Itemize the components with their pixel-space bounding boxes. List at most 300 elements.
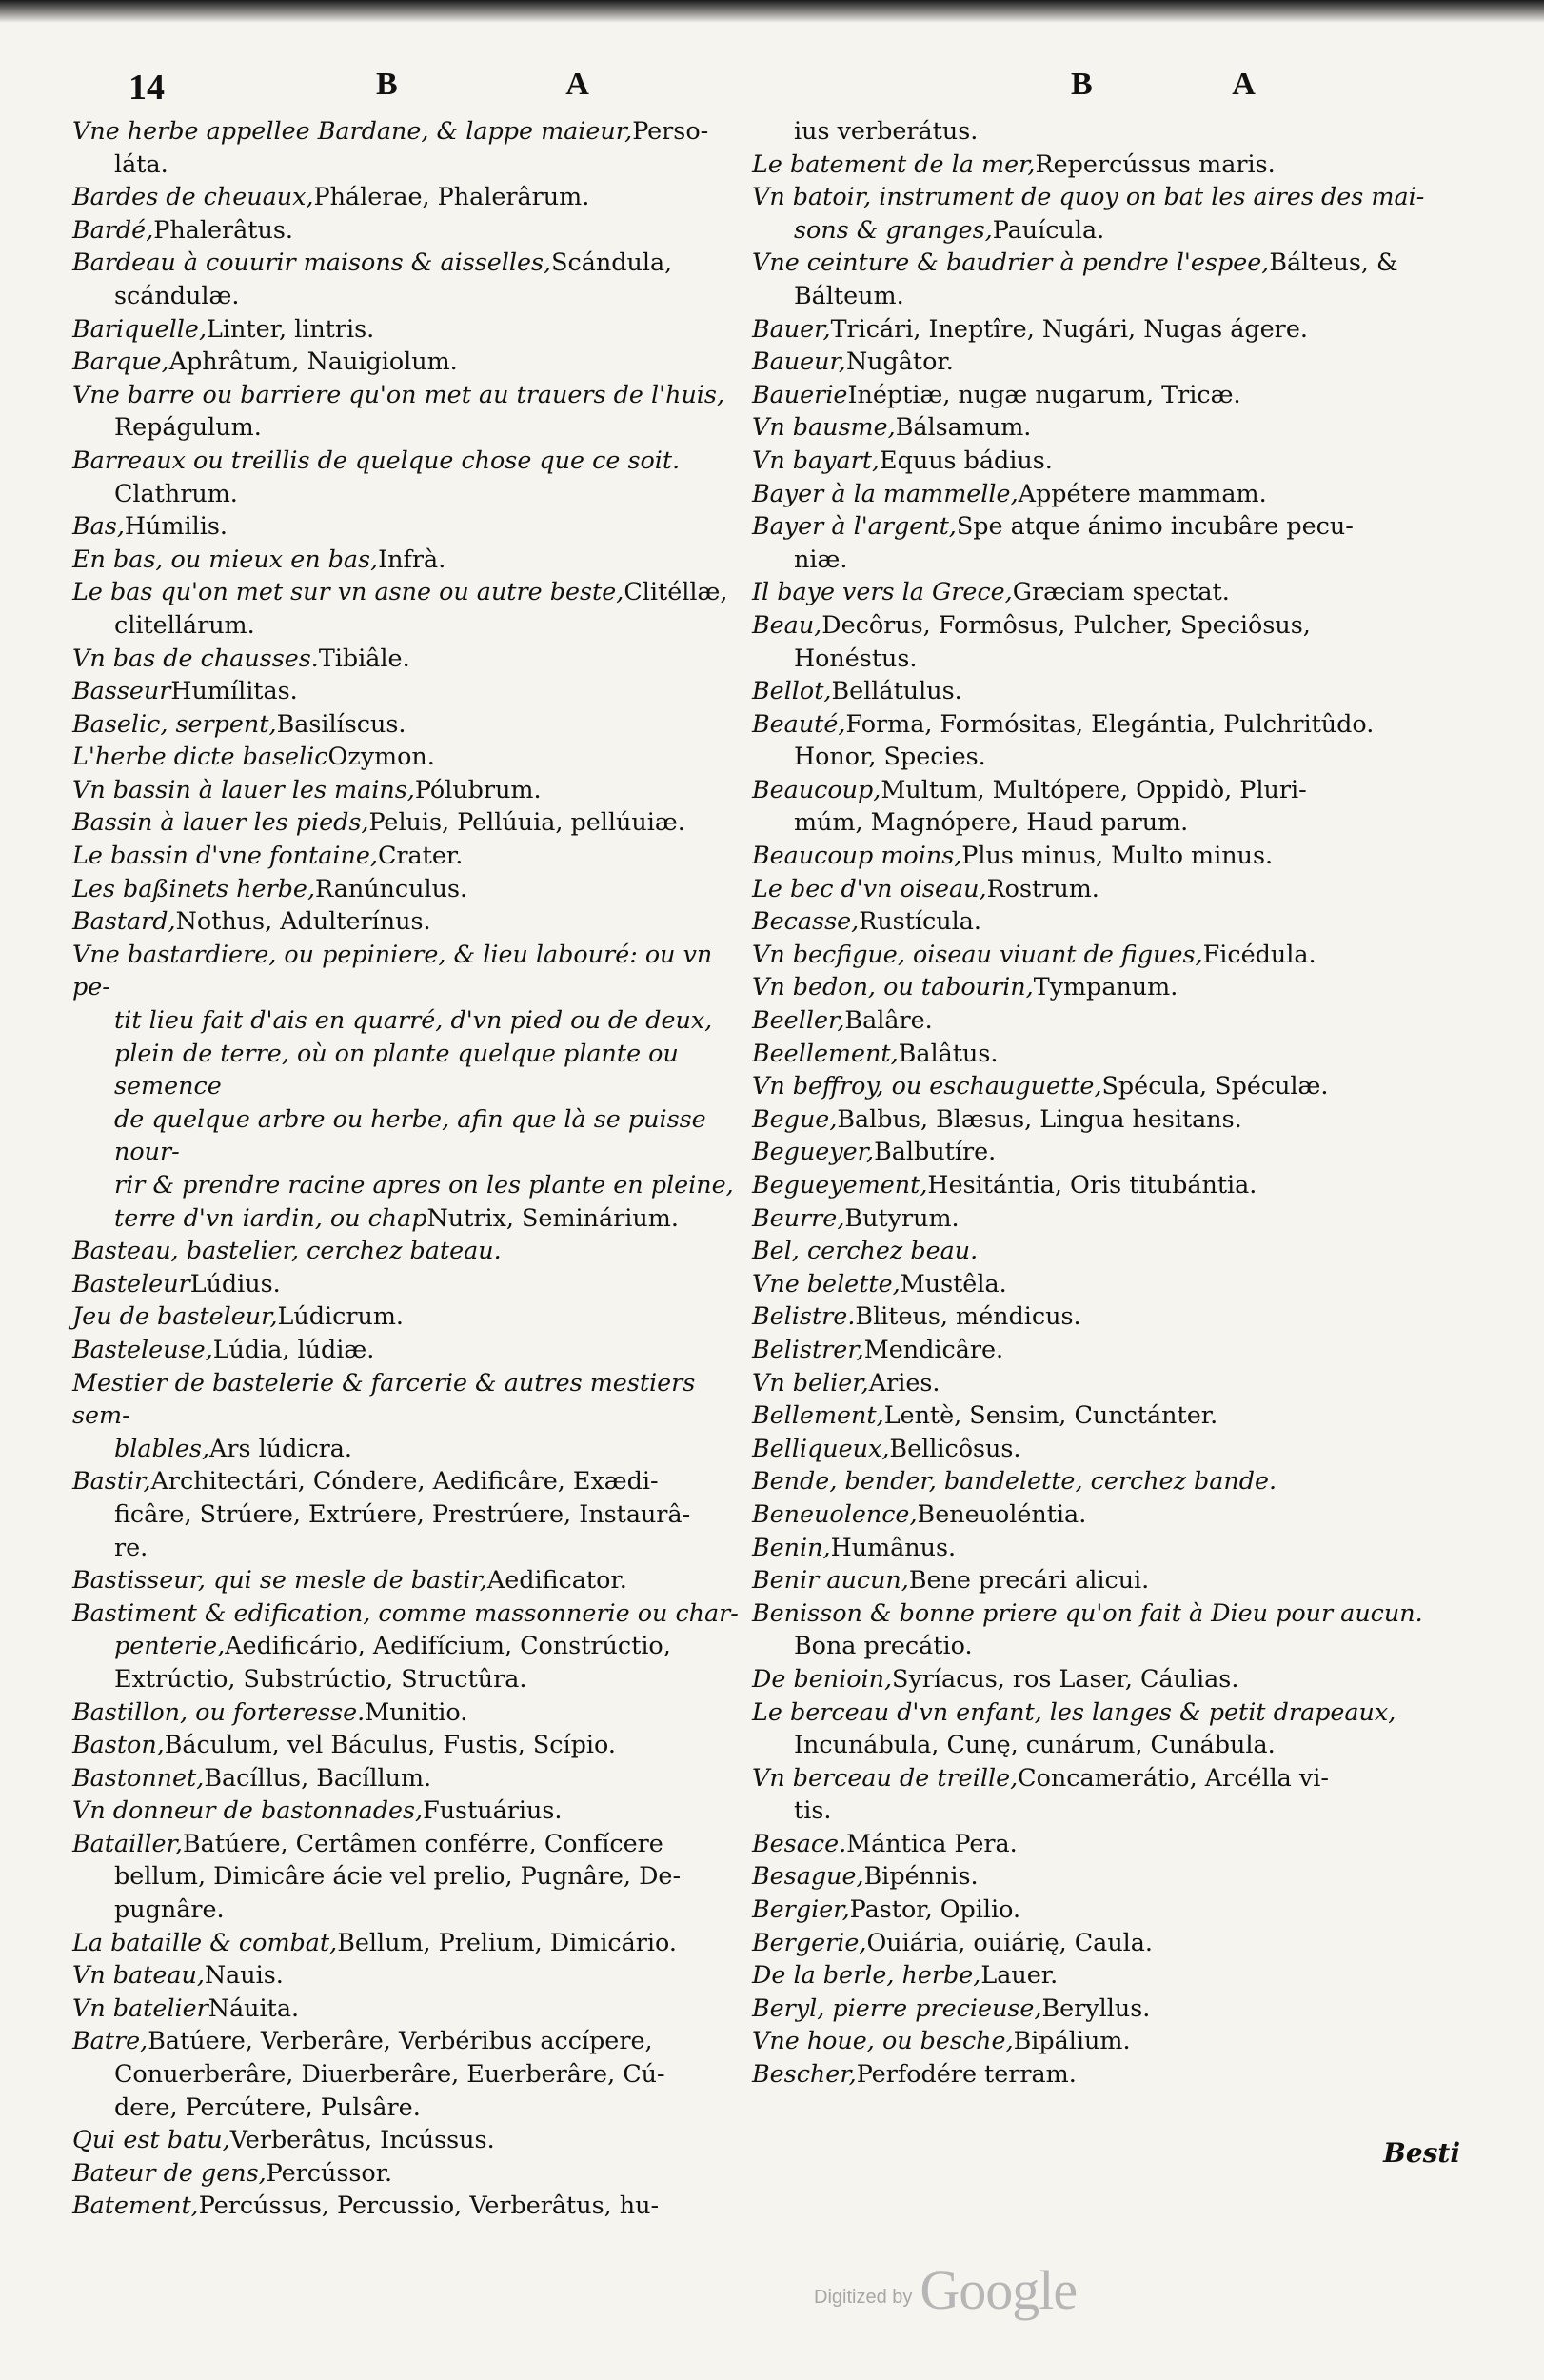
- dictionary-entry: [72, 2057, 756, 2091]
- entry-french-term: Beauté,: [752, 708, 846, 738]
- entry-french-term: Bellot,: [752, 676, 832, 705]
- entry-latin-gloss: láta.: [114, 149, 168, 178]
- catchword: Besti: [1383, 2137, 1460, 2169]
- entry-latin-gloss: Bipénnis.: [863, 1861, 979, 1891]
- dictionary-entry: [72, 1003, 756, 1037]
- entry-latin-gloss: Húmilis.: [124, 511, 228, 541]
- entry-latin-gloss: Percússor.: [266, 2157, 393, 2187]
- entry-latin-gloss: Bálsamum.: [895, 412, 1032, 442]
- entry-latin-gloss: Repágulum.: [114, 412, 262, 442]
- entry-french-term: Basteau, bastelier, cerchez bateau.: [72, 1236, 502, 1265]
- entry-latin-gloss: Batúere, Certâmen conférre, Confícere: [182, 1828, 663, 1857]
- dictionary-entry: [752, 1859, 1447, 1893]
- entry-latin-gloss: Balbutíre.: [874, 1137, 997, 1166]
- dictionary-entry: [752, 970, 1447, 1003]
- entry-latin-gloss: Spe atque ánimo incubâre pecu-: [956, 511, 1354, 541]
- entry-latin-gloss: Aedificário, Aedifícium, Constrúctio,: [225, 1631, 671, 1660]
- entry-latin-gloss: Nutrix, Seminárium.: [426, 1202, 679, 1232]
- entry-french-term: Beeller,: [752, 1005, 845, 1035]
- entry-french-term: Beellement,: [752, 1038, 899, 1067]
- dictionary-entry: [752, 312, 1447, 346]
- entry-french-term: Benir aucun,: [752, 1565, 909, 1595]
- entry-french-term: Bariquelle,: [72, 313, 208, 343]
- entry-latin-gloss: Báculum, vel Báculus, Fustis, Scípio.: [164, 1730, 616, 1759]
- entry-french-term: Bellement,: [752, 1400, 884, 1430]
- left-column: [72, 114, 756, 2222]
- entry-latin-gloss: Syríacus, ros Laser, Cáulias.: [892, 1663, 1239, 1693]
- dictionary-entry: [72, 345, 756, 378]
- dictionary-entry: [72, 2024, 756, 2057]
- dictionary-entry: [752, 1168, 1447, 1201]
- dictionary-entry: [752, 1398, 1447, 1432]
- dictionary-entry: [72, 543, 756, 576]
- entry-french-term: Le bec d'vn oiseau,: [752, 873, 987, 902]
- entry-latin-gloss: Bálteum.: [794, 280, 904, 309]
- dictionary-entry: [752, 1267, 1447, 1300]
- entry-french-term: Bauer,: [752, 313, 831, 343]
- dictionary-entry: [72, 1563, 756, 1597]
- entry-french-term: Mestier de bastelerie & farcerie & autres mestiers sem-: [72, 1367, 696, 1430]
- dictionary-entry: [72, 904, 756, 938]
- entry-latin-gloss: Lúdia, lúdiæ.: [212, 1334, 375, 1363]
- entry-french-term: Batre,: [72, 2026, 148, 2055]
- dictionary-entry: [72, 1201, 756, 1235]
- entry-french-term: Bastir,: [72, 1466, 151, 1496]
- entry-latin-gloss: niæ.: [794, 544, 848, 573]
- entry-latin-gloss: Ouiária, ouiárię, Caula.: [866, 1927, 1154, 1956]
- dictionary-entry: [72, 1926, 756, 1959]
- entry-french-term: Basteleuse,: [72, 1334, 213, 1363]
- dictionary-entry: [752, 575, 1447, 608]
- entry-latin-gloss: Inéptiæ, nugæ nugarum, Tricæ.: [847, 379, 1241, 408]
- entry-french-term: Bardes de cheuaux,: [72, 182, 314, 211]
- dictionary-entry: [72, 1333, 756, 1366]
- entry-french-term: blables,: [114, 1433, 210, 1462]
- entry-latin-gloss: Butyrum.: [844, 1202, 960, 1232]
- entry-latin-gloss: Ars lúdicra.: [209, 1433, 353, 1462]
- dictionary-entry: [72, 674, 756, 707]
- entry-latin-gloss: Extrúctio, Substrúctio, Structûra.: [114, 1663, 527, 1693]
- entry-french-term: Bauerie: [752, 379, 848, 408]
- dictionary-entry: [752, 1497, 1447, 1531]
- entry-french-term: Belistre.: [752, 1301, 856, 1331]
- dictionary-entry: [752, 1069, 1447, 1102]
- entry-french-term: Besace.: [752, 1828, 847, 1857]
- entry-french-term: Baselic, serpent,: [72, 708, 277, 738]
- dictionary-entry: [752, 805, 1447, 839]
- entry-french-term: Benin,: [752, 1532, 831, 1561]
- entry-french-term: De benioin,: [752, 1663, 893, 1693]
- entry-latin-gloss: Multum, Multópere, Oppidò, Pluri-: [881, 774, 1307, 803]
- dictionary-entry: [72, 114, 756, 148]
- entry-latin-gloss: Bipálium.: [1013, 2026, 1131, 2055]
- entry-french-term: Bergier,: [752, 1894, 850, 1924]
- dictionary-entry: [752, 839, 1447, 872]
- dictionary-entry: [72, 938, 756, 1003]
- dictionary-entry: [72, 1366, 756, 1432]
- entry-french-term: Baston,: [72, 1730, 165, 1759]
- entry-latin-gloss: re.: [114, 1532, 148, 1561]
- entry-french-term: Bastard,: [72, 906, 176, 936]
- dictionary-entry: [72, 312, 756, 346]
- entry-latin-gloss: Rostrum.: [986, 873, 1099, 902]
- dictionary-entry: [72, 1696, 756, 1729]
- dictionary-entry: [752, 1299, 1447, 1333]
- dictionary-entry: [72, 575, 756, 608]
- dictionary-entry: [72, 1728, 756, 1761]
- dictionary-entry: [752, 477, 1447, 510]
- entry-latin-gloss: Aries.: [868, 1367, 940, 1397]
- entry-french-term: rir & prendre racine apres on les plante en pleine,: [114, 1170, 734, 1199]
- entry-latin-gloss: Spécula, Spéculæ.: [1101, 1071, 1329, 1101]
- dictionary-entry: [752, 543, 1447, 576]
- entry-french-term: Vne houe, ou besche,: [752, 2026, 1014, 2055]
- digitization-footer: [814, 2259, 1157, 2321]
- entry-french-term: Le bassin d'vne fontaine,: [72, 841, 378, 870]
- dictionary-entry: [752, 378, 1447, 411]
- left-running-head: B A: [376, 67, 670, 102]
- entry-latin-gloss: bellum, Dimicâre ácie vel prelio, Pugnâre, De-: [114, 1861, 682, 1891]
- dictionary-entry: [72, 608, 756, 642]
- entry-latin-gloss: Clathrum.: [114, 478, 238, 507]
- dictionary-entry: [752, 148, 1447, 181]
- dictionary-entry: [72, 1497, 756, 1531]
- dictionary-entry: [752, 773, 1447, 806]
- entry-latin-gloss: Percússus, Percussio, Verberâtus, hu-: [198, 2191, 660, 2220]
- entry-french-term: Bastiment & edification, comme massonnerie ou char-: [72, 1597, 739, 1627]
- entry-latin-gloss: Conuerberâre, Diuerberâre, Euerberâre, Cú-: [114, 2059, 665, 2089]
- entry-french-term: Jeu de basteleur,: [72, 1301, 278, 1331]
- dictionary-entry: [72, 1597, 756, 1630]
- dictionary-entry: [752, 938, 1447, 971]
- dictionary-entry: [752, 1728, 1447, 1761]
- dictionary-entry: [752, 213, 1447, 247]
- entry-latin-gloss: Rustícula.: [859, 906, 981, 936]
- dictionary-entry: [752, 1761, 1447, 1795]
- entry-french-term: Bescher,: [752, 2059, 857, 2089]
- entry-latin-gloss: Lentè, Sensim, Cunctánter.: [883, 1400, 1218, 1430]
- dictionary-entry: [72, 477, 756, 510]
- dictionary-entry: [72, 1168, 756, 1201]
- entry-french-term: Beurre,: [752, 1202, 845, 1232]
- entry-latin-gloss: ficâre, Strúere, Extrúere, Prestrúere, Instaurâ-: [114, 1498, 691, 1528]
- dictionary-entry: [72, 279, 756, 312]
- entry-french-term: Bel, cerchez beau.: [752, 1236, 979, 1265]
- entry-french-term: Vne belette,: [752, 1268, 901, 1298]
- dictionary-entry: [752, 444, 1447, 477]
- entry-french-term: Baueur,: [752, 347, 846, 376]
- entry-latin-gloss: Phalerâtus.: [153, 214, 293, 244]
- entry-latin-gloss: Humílitas.: [170, 676, 298, 705]
- dictionary-entry: [752, 345, 1447, 378]
- dictionary-entry: [752, 1102, 1447, 1136]
- entry-latin-gloss: Lauer.: [980, 1960, 1059, 1990]
- entry-french-term: Besague,: [752, 1861, 864, 1891]
- entry-french-term: Vn batelier: [72, 1993, 208, 2022]
- dictionary-entry: [752, 740, 1447, 773]
- dictionary-entry: [752, 707, 1447, 741]
- entry-latin-gloss: tis.: [794, 1795, 832, 1825]
- dictionary-entry: [752, 2057, 1447, 2091]
- dictionary-entry: [752, 1464, 1447, 1497]
- entry-latin-gloss: Scándula,: [551, 248, 673, 277]
- entry-latin-gloss: Bacíllus, Bacíllum.: [204, 1762, 432, 1792]
- dictionary-entry: [752, 1003, 1447, 1037]
- dictionary-entry: [752, 642, 1447, 675]
- digitized-label: Digitized by: [814, 2287, 913, 2308]
- entry-french-term: Begue,: [752, 1103, 838, 1133]
- entry-french-term: Belistrer,: [752, 1334, 864, 1363]
- entry-french-term: Becasse,: [752, 906, 860, 936]
- dictionary-entry: [72, 2189, 756, 2222]
- dictionary-entry: [72, 1761, 756, 1795]
- entry-french-term: Vn bedon, ou tabourin,: [752, 972, 1034, 1002]
- dictionary-entry: [752, 674, 1447, 707]
- entry-latin-gloss: scándulæ.: [114, 280, 240, 309]
- right-column: [752, 114, 1447, 2091]
- entry-latin-gloss: Fustuárius.: [423, 1795, 563, 1825]
- dictionary-entry: [72, 1464, 756, 1497]
- entry-latin-gloss: Balâtus.: [898, 1038, 999, 1067]
- dictionary-entry: [72, 805, 756, 839]
- dictionary-entry: [752, 509, 1447, 543]
- entry-latin-gloss: dere, Percútere, Pulsâre.: [114, 2092, 421, 2121]
- dictionary-entry: [752, 1432, 1447, 1465]
- dictionary-entry: [752, 1958, 1447, 1992]
- entry-latin-gloss: Crater.: [377, 841, 464, 870]
- entry-latin-gloss: Bellicôsus.: [889, 1433, 1021, 1462]
- dictionary-entry: [752, 1234, 1447, 1267]
- entry-french-term: Vne herbe appellee Bardane, & lappe maieur,: [72, 116, 633, 145]
- entry-french-term: Vn batoir, instrument de quoy on bat les aires des mai-: [752, 182, 1425, 211]
- dictionary-entry: [72, 2156, 756, 2190]
- dictionary-entry: [72, 1662, 756, 1696]
- entry-french-term: Begueyer,: [752, 1137, 875, 1166]
- entry-french-term: L'herbe dicte baselic: [72, 742, 328, 771]
- entry-french-term: Beaucoup,: [752, 774, 881, 803]
- dictionary-entry: [752, 872, 1447, 905]
- dictionary-entry: [752, 180, 1447, 213]
- entry-french-term: Bayer à l'argent,: [752, 511, 957, 541]
- dictionary-entry: [752, 246, 1447, 279]
- entry-latin-gloss: Phálerae, Phalerârum.: [313, 182, 590, 211]
- entry-french-term: Vn bausme,: [752, 412, 896, 442]
- dictionary-entry: [72, 1531, 756, 1564]
- dictionary-entry: [72, 1267, 756, 1300]
- entry-latin-gloss: Honor, Species.: [794, 742, 986, 771]
- entry-latin-gloss: Nugâtor.: [845, 347, 954, 376]
- dictionary-entry: [752, 1926, 1447, 1959]
- dictionary-entry: [752, 1696, 1447, 1729]
- entry-latin-gloss: Pauícula.: [992, 214, 1105, 244]
- entry-latin-gloss: Beryllus.: [1041, 1993, 1151, 2022]
- entry-french-term: Bardé,: [72, 214, 154, 244]
- entry-french-term: Belliqueux,: [752, 1433, 890, 1462]
- entry-latin-gloss: Aphrâtum, Nauigiolum.: [168, 347, 458, 376]
- entry-french-term: Bayer à la mammelle,: [752, 478, 1019, 507]
- entry-french-term: Bastonnet,: [72, 1762, 205, 1792]
- entry-french-term: Vn beffroy, ou eschauguette,: [752, 1071, 1102, 1101]
- dictionary-entry: [752, 1827, 1447, 1860]
- entry-french-term: de quelque arbre ou herbe, afin que là se puisse nour-: [114, 1103, 706, 1166]
- top-edge-shadow: [0, 0, 1544, 23]
- dictionary-entry: [752, 279, 1447, 312]
- dictionary-entry: [752, 1893, 1447, 1926]
- entry-latin-gloss: Pastor, Opilio.: [849, 1894, 1021, 1924]
- entry-latin-gloss: Appétere mammam.: [1018, 478, 1267, 507]
- entry-latin-gloss: Tibiâle.: [318, 643, 410, 672]
- entry-french-term: Il baye vers la Grece,: [752, 577, 1013, 606]
- entry-latin-gloss: Balâre.: [844, 1005, 933, 1035]
- dictionary-entry: [72, 1893, 756, 1926]
- entry-latin-gloss: Balbus, Blæsus, Lingua hesitans.: [837, 1103, 1242, 1133]
- entry-latin-gloss: Tympanum.: [1033, 972, 1178, 1002]
- entry-latin-gloss: Basilíscus.: [276, 708, 406, 738]
- dictionary-entry: [72, 148, 756, 181]
- entry-latin-gloss: Nauis.: [204, 1960, 284, 1990]
- dictionary-entry: [72, 1432, 756, 1465]
- dictionary-entry: [72, 444, 756, 477]
- entry-latin-gloss: Bene precári alicui.: [908, 1565, 1150, 1595]
- entry-latin-gloss: Bliteus, méndicus.: [855, 1301, 1081, 1331]
- entry-latin-gloss: Aedificator.: [486, 1565, 627, 1595]
- entry-latin-gloss: Clitéllæ,: [624, 577, 728, 606]
- entry-french-term: plein de terre, où on plante quelque plante ou semence: [114, 1038, 679, 1101]
- entry-latin-gloss: Beneuoléntia.: [917, 1498, 1087, 1528]
- entry-french-term: Le berceau d'vn enfant, les langes & petit drapeaux,: [752, 1696, 1396, 1726]
- entry-french-term: Basteleur: [72, 1268, 190, 1298]
- entry-latin-gloss: Græciam spectat.: [1012, 577, 1230, 606]
- dictionary-entry: [752, 2024, 1447, 2057]
- page-number: 14: [129, 68, 165, 108]
- dictionary-entry: [752, 1201, 1447, 1235]
- entry-latin-gloss: Verberâtus, Incússus.: [229, 2125, 495, 2154]
- entry-latin-gloss: Linter, lintris.: [207, 313, 375, 343]
- entry-latin-gloss: Bona precátio.: [794, 1631, 973, 1660]
- dictionary-entry: [72, 180, 756, 213]
- entry-latin-gloss: Tricári, Ineptîre, Nugári, Nugas ágere.: [830, 313, 1308, 343]
- dictionary-entry: [752, 904, 1447, 938]
- dictionary-entry: [72, 773, 756, 806]
- entry-latin-gloss: Architectári, Cóndere, Aedificâre, Exædi-: [150, 1466, 659, 1496]
- dictionary-entry: [72, 246, 756, 279]
- dictionary-entry: [752, 1037, 1447, 1070]
- entry-french-term: Bassin à lauer les pieds,: [72, 807, 369, 837]
- entry-french-term: Vn donneur de bastonnades,: [72, 1795, 424, 1825]
- entry-latin-gloss: Lúdius.: [189, 1268, 281, 1298]
- entry-latin-gloss: Mántica Pera.: [846, 1828, 1018, 1857]
- entry-french-term: Vne barre ou barriere qu'on met au trauers de l'huis,: [72, 379, 725, 408]
- dictionary-entry: [752, 1531, 1447, 1564]
- dictionary-entry: [72, 1794, 756, 1827]
- entry-latin-gloss: Perfodére terram.: [856, 2059, 1077, 2089]
- entry-french-term: penterie,: [114, 1631, 226, 1660]
- dictionary-entry: [72, 1827, 756, 1860]
- entry-french-term: Le batement de la mer,: [752, 149, 1036, 178]
- entry-latin-gloss: Bellátulus.: [831, 676, 962, 705]
- entry-french-term: Bende, bender, bandelette, cerchez bande.: [752, 1466, 1277, 1496]
- entry-latin-gloss: Nothus, Adulterínus.: [175, 906, 431, 936]
- entry-latin-gloss: Humânus.: [830, 1532, 957, 1561]
- entry-latin-gloss: Equus bádius.: [880, 445, 1053, 474]
- entry-latin-gloss: Forma, Formósitas, Elegántia, Pulchritûdo.: [845, 708, 1375, 738]
- entry-latin-gloss: Peluis, Pellúuia, pellúuiæ.: [368, 807, 685, 837]
- entry-french-term: Vn bas de chausses.: [72, 643, 319, 672]
- entry-latin-gloss: Bellum, Prelium, Dimicário.: [337, 1927, 677, 1956]
- entry-french-term: Vne ceinture & baudrier à pendre l'espee,: [752, 248, 1270, 277]
- entry-french-term: Benisson & bonne priere qu'on fait à Dieu pour aucun.: [752, 1597, 1423, 1627]
- entry-latin-gloss: Infrà.: [378, 544, 446, 573]
- dictionary-entry: [72, 378, 756, 411]
- dictionary-entry: [72, 509, 756, 543]
- dictionary-entry: [72, 410, 756, 444]
- entry-french-term: terre d'vn iardin, ou chap: [114, 1202, 427, 1232]
- entry-french-term: Vn bateau,: [72, 1960, 205, 1990]
- entry-french-term: Bardeau à couurir maisons & aisselles,: [72, 248, 552, 277]
- entry-french-term: Beneuolence,: [752, 1498, 918, 1528]
- entry-latin-gloss: Ranúnculus.: [315, 873, 468, 902]
- entry-latin-gloss: ius verberátus.: [794, 116, 979, 145]
- dictionary-entry: [72, 707, 756, 741]
- dictionary-entry: [72, 839, 756, 872]
- dictionary-entry: [752, 608, 1447, 642]
- dictionary-entry: [752, 1662, 1447, 1696]
- entry-french-term: Batailler,: [72, 1828, 183, 1857]
- entry-french-term: Vn berceau de treille,: [752, 1762, 1019, 1792]
- entry-latin-gloss: múm, Magnópere, Haud parum.: [794, 807, 1189, 837]
- entry-latin-gloss: clitellárum.: [114, 609, 255, 639]
- entry-french-term: En bas, ou mieux en bas,: [72, 544, 379, 573]
- dictionary-entry: [752, 1992, 1447, 2025]
- entry-french-term: Qui est batu,: [72, 2125, 230, 2154]
- entry-french-term: Bergerie,: [752, 1927, 867, 1956]
- entry-latin-gloss: Repercússus maris.: [1035, 149, 1276, 178]
- entry-latin-gloss: Ficédula.: [1202, 939, 1316, 968]
- dictionary-entry: [72, 1234, 756, 1267]
- dictionary-entry: [72, 872, 756, 905]
- entry-french-term: La bataille & combat,: [72, 1927, 338, 1956]
- entry-latin-gloss: Lúdicrum.: [277, 1301, 404, 1331]
- entry-latin-gloss: Plus minus, Multo minus.: [961, 841, 1274, 870]
- dictionary-entry: [752, 1366, 1447, 1399]
- entry-french-term: Vn becfigue, oiseau viuant de figues,: [752, 939, 1203, 968]
- entry-latin-gloss: Concamerátio, Arcélla vi-: [1018, 1762, 1329, 1792]
- dictionary-entry: [72, 642, 756, 675]
- dictionary-entry: [72, 1992, 756, 2025]
- entry-french-term: Batement,: [72, 2191, 199, 2220]
- dictionary-entry: [72, 2091, 756, 2124]
- entry-latin-gloss: Pólubrum.: [414, 774, 542, 803]
- entry-french-term: Basseur: [72, 676, 171, 705]
- entry-latin-gloss: Hesitántia, Oris titubántia.: [927, 1170, 1257, 1199]
- dictionary-entry: [72, 1958, 756, 1992]
- dictionary-entry: [752, 1333, 1447, 1366]
- entry-latin-gloss: Perso-: [632, 116, 709, 145]
- dictionary-entry: [752, 1794, 1447, 1827]
- entry-latin-gloss: Munitio.: [365, 1696, 468, 1726]
- dictionary-entry: [752, 1135, 1447, 1168]
- entry-french-term: Vn bassin à lauer les mains,: [72, 774, 415, 803]
- dictionary-entry: [752, 1629, 1447, 1662]
- entry-latin-gloss: Náuita.: [208, 1993, 300, 2022]
- dictionary-entry: [72, 740, 756, 773]
- entry-french-term: De la berle, herbe,: [752, 1960, 981, 1990]
- dictionary-entry: [72, 1629, 756, 1662]
- google-wordmark: Google: [920, 2259, 1078, 2321]
- entry-latin-gloss: pugnâre.: [114, 1894, 225, 1924]
- dictionary-entry: [752, 1563, 1447, 1597]
- dictionary-entry: [72, 1102, 756, 1168]
